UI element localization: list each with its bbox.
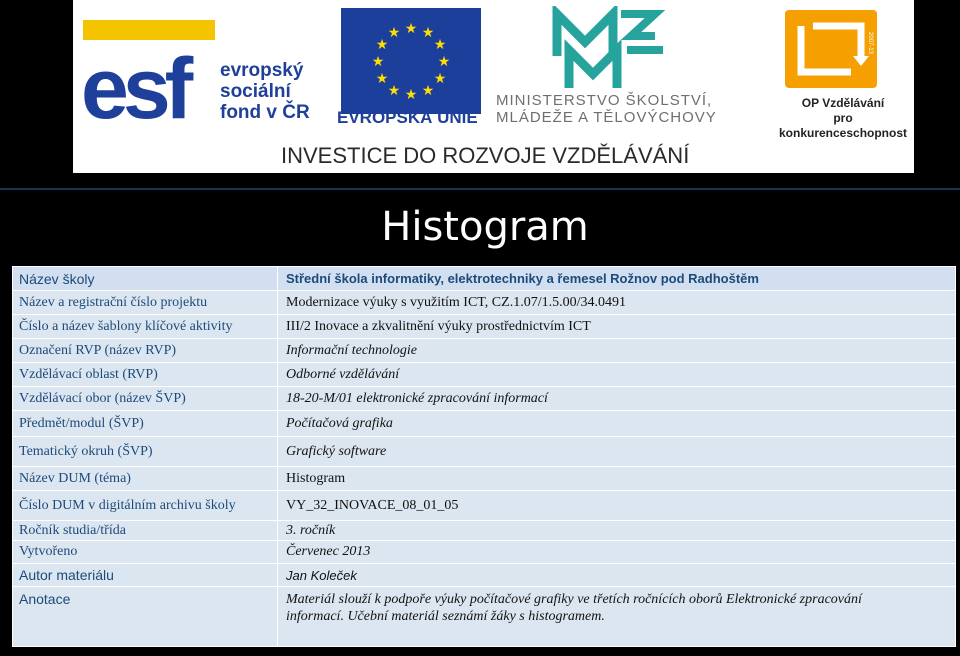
row-label: Název a registrační číslo projektu	[13, 291, 278, 315]
table-row	[13, 291, 956, 315]
table-row	[13, 521, 956, 541]
row-label: Anotace	[13, 587, 278, 647]
table-row	[13, 587, 956, 647]
table-row	[13, 564, 956, 587]
row-label: Vytvořeno	[13, 541, 278, 564]
metadata-table	[12, 266, 956, 647]
table-row	[13, 437, 956, 467]
op-line-2: pro konkurenceschopnost	[778, 111, 908, 140]
row-value: Modernizace výuky s využitím ICT, CZ.1.07/1.5.00/34.0491	[278, 291, 956, 315]
svg-text:★: ★	[375, 71, 389, 87]
svg-text:★: ★	[404, 87, 418, 103]
table-row	[13, 467, 956, 491]
row-label: Název školy	[13, 267, 278, 291]
esf-line-3: fond v ČR	[220, 102, 310, 123]
op-logo	[781, 6, 881, 92]
header-banner	[73, 0, 914, 173]
divider-line	[0, 188, 960, 190]
svg-text:★: ★	[404, 21, 418, 37]
row-value: Červenec 2013	[278, 541, 956, 564]
eu-flag-icon	[341, 8, 481, 114]
row-value: 3. ročník	[278, 521, 956, 541]
svg-text:★: ★	[433, 37, 447, 53]
table-row	[13, 387, 956, 411]
svg-text:esf: esf	[81, 41, 188, 128]
row-label: Ročník studia/třída	[13, 521, 278, 541]
op-text	[773, 96, 913, 141]
row-label: Vzdělávací oblast (RVP)	[13, 363, 278, 387]
msmt-line-1: MINISTERSTVO ŠKOLSTVÍ,	[496, 92, 713, 109]
row-label: Název DUM (téma)	[13, 467, 278, 491]
svg-text:★: ★	[371, 54, 385, 70]
svg-text:★: ★	[421, 25, 435, 41]
table-row	[13, 411, 956, 437]
table-row	[13, 491, 956, 521]
investice-heading: INVESTICE DO ROZVOJE VZDĚLÁVÁNÍ	[281, 143, 690, 168]
svg-text:★: ★	[437, 54, 451, 70]
table-row	[13, 541, 956, 564]
row-value: 18-20-M/01 elektronické zpracování informací	[278, 387, 956, 411]
row-value: Odborné vzdělávání	[278, 363, 956, 387]
row-label: Číslo DUM v digitálním archivu školy	[13, 491, 278, 521]
svg-text:★: ★	[421, 83, 435, 99]
row-value: Jan Koleček	[278, 564, 956, 587]
svg-text:★: ★	[387, 25, 401, 41]
svg-text:★: ★	[433, 71, 447, 87]
page-title: Histogram	[381, 204, 589, 250]
op-line-1: OP Vzdělávání	[801, 96, 885, 110]
row-value: Počítačová grafika	[278, 411, 956, 437]
row-value: VY_32_INOVACE_08_01_05	[278, 491, 956, 521]
svg-text:★: ★	[375, 37, 389, 53]
eu-text: EVROPSKÁ UNIE	[337, 108, 478, 127]
row-label: Číslo a název šablony klíčové aktivity	[13, 315, 278, 339]
svg-text:★: ★	[387, 83, 401, 99]
msmt-logo	[551, 6, 671, 94]
esf-line-2: sociální	[220, 81, 291, 102]
row-value: Střední škola informatiky, elektrotechniky a řemesel Rožnov pod Radhoštěm	[278, 267, 956, 291]
row-value: Materiál slouží k podpoře výuky počítačové grafiky ve třetích ročnících oborů Elektronické zpracování informací. Učební materiál seznámí žáky s histogramem.	[278, 587, 956, 647]
msmt-line-2: MLÁDEŽE A TĚLOVÝCHOVY	[496, 109, 717, 126]
row-value: Histogram	[278, 467, 956, 491]
row-value: III/2 Inovace a zkvalitnění výuky prostřednictvím ICT	[278, 315, 956, 339]
table-row	[13, 363, 956, 387]
table-row	[13, 339, 956, 363]
row-value: Grafický software	[278, 437, 956, 467]
row-label: Tematický okruh (ŠVP)	[13, 437, 278, 467]
esf-text	[220, 60, 340, 123]
table-row	[13, 267, 956, 291]
esf-line-1: evropský	[220, 60, 304, 81]
row-value: Informační technologie	[278, 339, 956, 363]
msmt-text	[496, 92, 746, 126]
table-row	[13, 315, 956, 339]
row-label: Autor materiálu	[13, 564, 278, 587]
row-label: Vzdělávací obor (název ŠVP)	[13, 387, 278, 411]
row-label: Předmět/modul (ŠVP)	[13, 411, 278, 437]
row-label: Označení RVP (název RVP)	[13, 339, 278, 363]
op-years: 2007-13	[867, 32, 873, 55]
